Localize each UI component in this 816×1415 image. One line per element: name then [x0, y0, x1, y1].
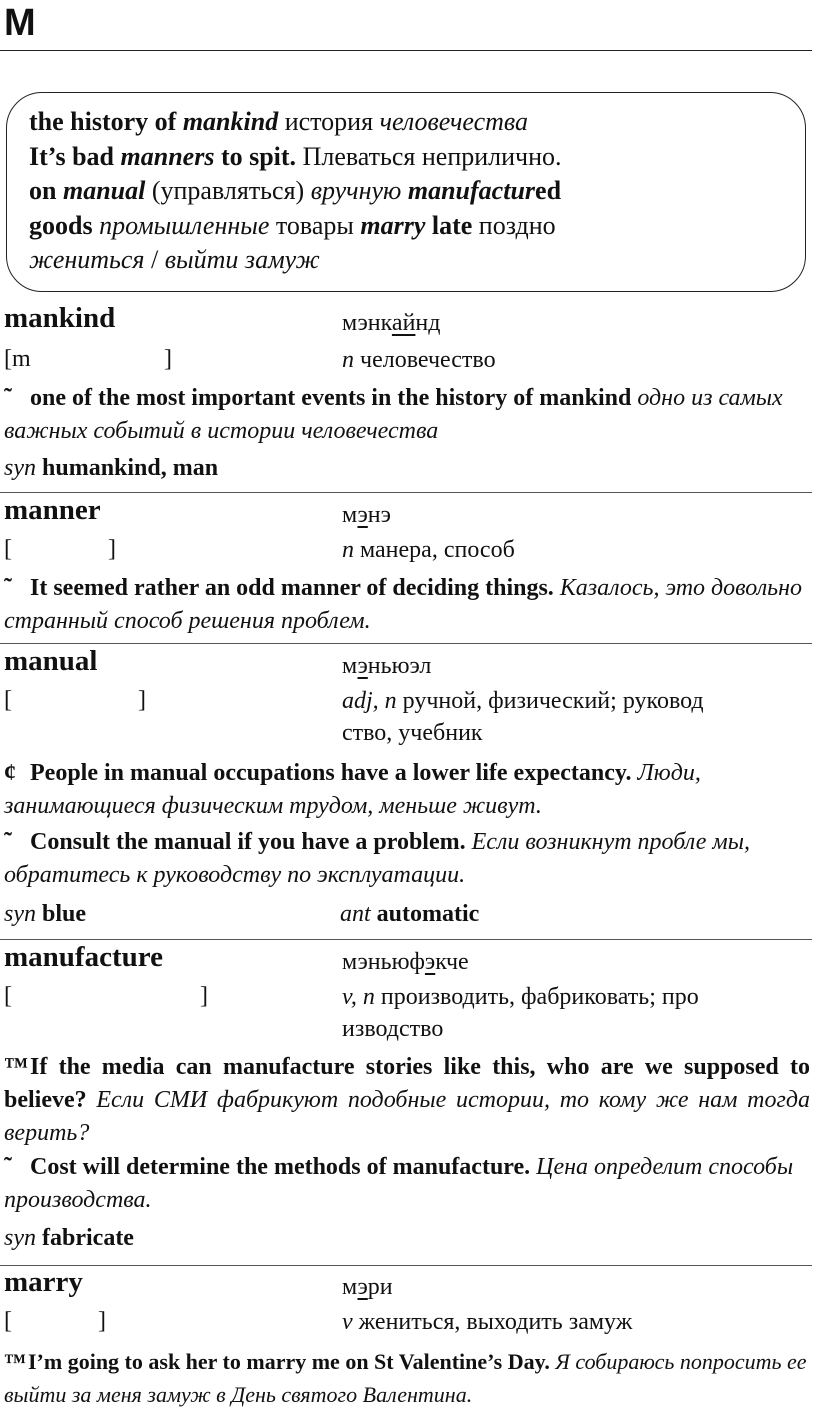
pronunciation: мэнкайнд: [342, 310, 441, 336]
top-rule: [0, 50, 812, 51]
transcription: [ ]: [4, 536, 116, 562]
intro-box: [6, 92, 806, 292]
transcription: [ ]: [4, 687, 146, 713]
example: ˜ It seemed rather an odd manner of deciding things. Казалось, это довольно странный способ решения проблем.: [4, 572, 810, 638]
entry-divider: [0, 939, 812, 940]
example: ˜ one of the most important events in the history of mankind одно из самых важных событий в истории человечества: [4, 382, 810, 448]
intro-line-2: It’s bad manners to spit. Плеваться неприлично.: [29, 141, 562, 171]
example-marker-icon: ™: [4, 1349, 26, 1374]
example: ™I’m going to ask her to marry me on St Valentine’s Day. Я собираюсь попросить ее выйти за меня замуж в День святого Валентина.: [4, 1345, 810, 1411]
transcription: [m ]: [4, 346, 172, 372]
example: ˜ Cost will determine the methods of manufacture. Цена определит способы производства.: [4, 1151, 810, 1217]
pronunciation: мэньюэл: [342, 653, 432, 679]
example-marker-icon: ˜: [4, 1154, 12, 1180]
page-letter: M: [4, 2, 36, 44]
headword: manufacture: [4, 941, 163, 973]
entry-divider: [0, 492, 812, 493]
example-marker-icon: ˜: [4, 829, 12, 855]
definition: n человечество: [342, 347, 496, 373]
example-marker-icon: ˜: [4, 385, 12, 411]
headword: manual: [4, 645, 98, 677]
example-marker-icon: ™: [4, 1054, 28, 1080]
headword: mankind: [4, 302, 116, 334]
example: ™If the media can manufacture stories like this, who are we supposed to believe? Если СМИ фабрикуют подобные истории, то кому же нам тогда верить?: [4, 1051, 810, 1150]
intro-line-3: on manual (управляться) вручную manufactured: [29, 176, 562, 205]
definition: n манера, способ: [342, 537, 515, 563]
pronunciation: мэньюфэкче: [342, 949, 469, 975]
example-marker-icon: ˜: [4, 575, 12, 601]
synonyms: syn blue: [4, 901, 87, 927]
intro-line-1: the history of mankind история человечества: [29, 107, 529, 136]
pronunciation: мэри: [342, 1274, 393, 1300]
headword: marry: [4, 1266, 83, 1298]
pronunciation: мэнэ: [342, 502, 391, 528]
example: ¢ People in manual occupations have a lower life expectancy. Люди, занимающиеся физическим трудом, меньше живут.: [4, 757, 810, 823]
transcription: [ ]: [4, 1308, 106, 1334]
definition: v, n производить, фабриковать; про изводство: [342, 984, 699, 1042]
transcription: [ ]: [4, 983, 208, 1009]
antonyms: ant automatic: [340, 901, 480, 927]
definition: adj, n ручной, физический; руковод ство, учебник: [342, 688, 704, 746]
intro-line-4: goods промышленные товары marry late поздно: [29, 210, 556, 240]
entry-divider: [0, 643, 812, 644]
entry-divider: [0, 1265, 812, 1266]
example-marker-icon: ¢: [4, 760, 16, 786]
intro-line-5: жениться / выйти замуж: [29, 245, 320, 274]
example: ˜ Consult the manual if you have a problem. Если возникнут пробле мы, обратитесь к руководству по эксплуатации.: [4, 826, 810, 892]
synonyms: syn humankind, man: [4, 455, 219, 481]
definition: v жениться, выходить замуж: [342, 1309, 633, 1335]
headword: manner: [4, 494, 101, 526]
synonyms: syn fabricate: [4, 1225, 134, 1251]
